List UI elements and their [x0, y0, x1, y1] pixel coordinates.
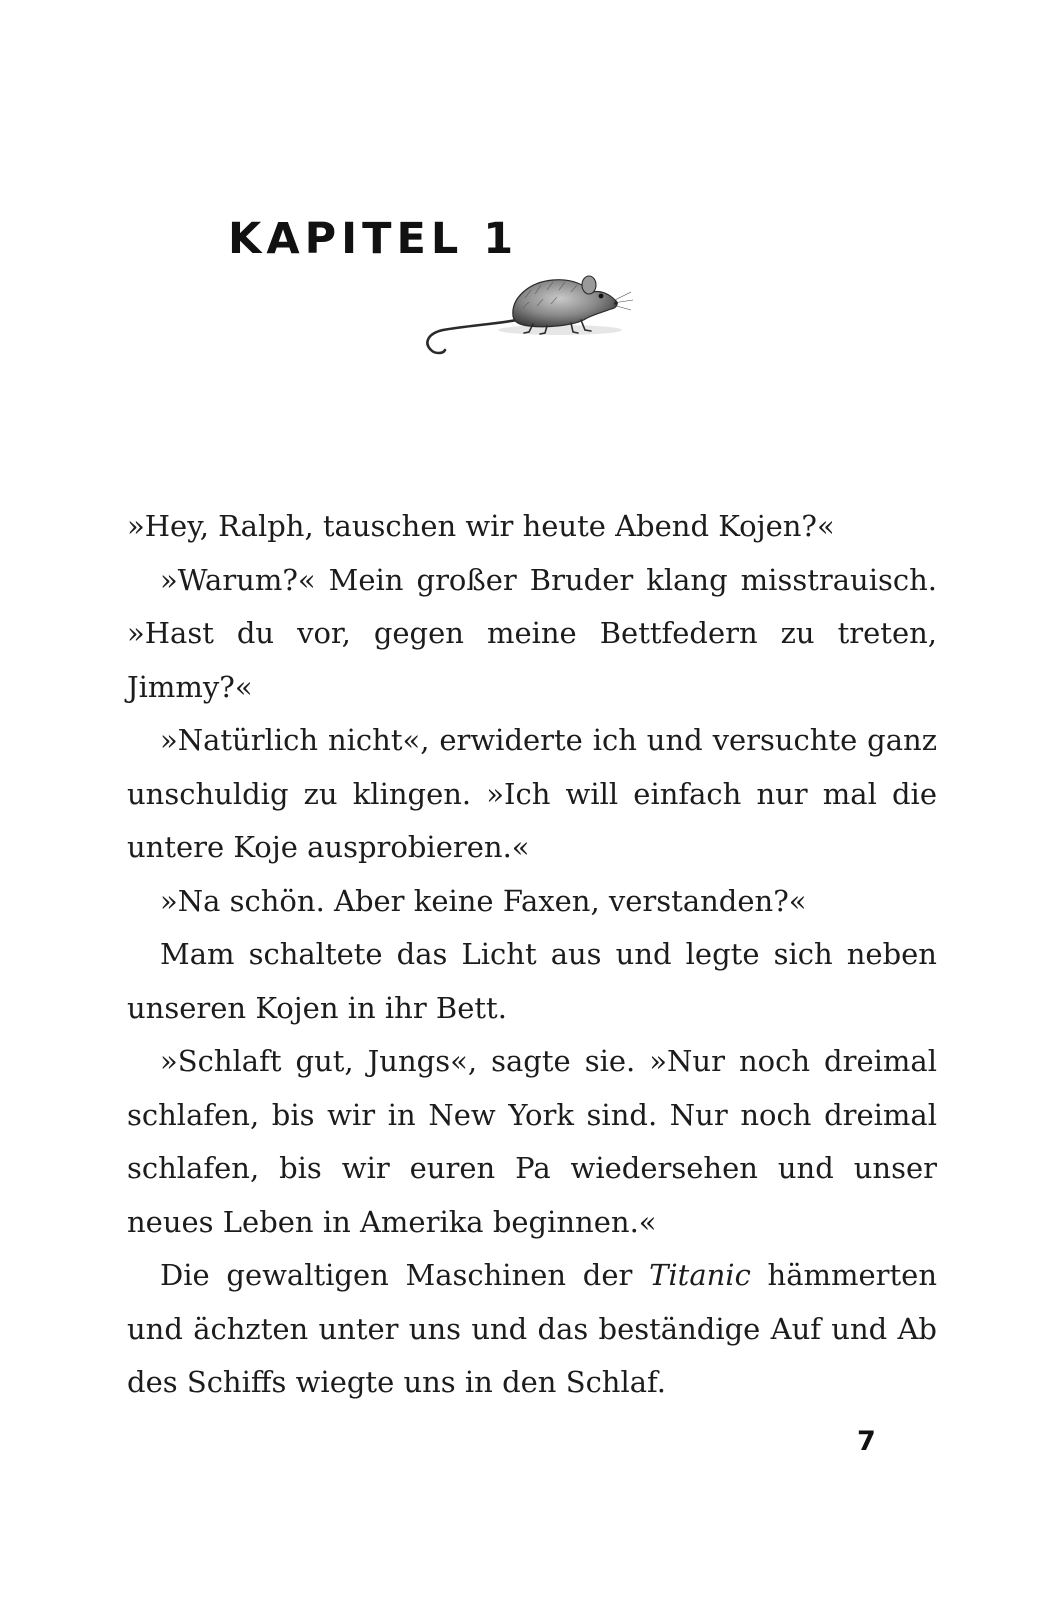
mouse-illustration-icon: [425, 268, 635, 368]
chapter-title: KAPITEL 1: [228, 214, 519, 264]
chapter-body-text: [127, 500, 937, 1410]
paragraph: »Natürlich nicht«, erwiderte ich und versuchte ganz unschuldig zu klingen. »Ich will einfach nur mal die untere Koje ausprobieren.«: [127, 723, 937, 864]
ship-name: Titanic: [649, 1258, 751, 1292]
paragraph: Mam schaltete das Licht aus und legte sich neben unseren Kojen in ihr Bett.: [127, 937, 937, 1025]
paragraph: »Na schön. Aber keine Faxen, verstanden?«: [160, 883, 807, 918]
paragraph: »Warum?« Mein großer Bruder klang misstrauisch. »Hast du vor, gegen meine Bettfedern zu treten, Jimmy?«: [127, 562, 937, 704]
paragraph: »Schlaft gut, Jungs«, sagte sie. »Nur noch dreimal schlafen, bis wir in New York sind. Nur noch dreimal schlafen, bis wir euren Pa wiedersehen und unser neues Leben in Amerika beginnen.«: [127, 1044, 937, 1239]
paragraph-text: Die gewaltigen Maschinen der: [160, 1258, 650, 1292]
paragraph-text: hämmerten und ächzten unter uns und das beständige Auf und Ab des Schiffs wiegte uns in den Schlaf.: [127, 1258, 938, 1399]
paragraph-last: [127, 1249, 937, 1410]
paragraph: »Hey, Ralph, tauschen wir heute Abend Kojen?«: [127, 509, 835, 543]
page-number: 7: [857, 1426, 876, 1457]
